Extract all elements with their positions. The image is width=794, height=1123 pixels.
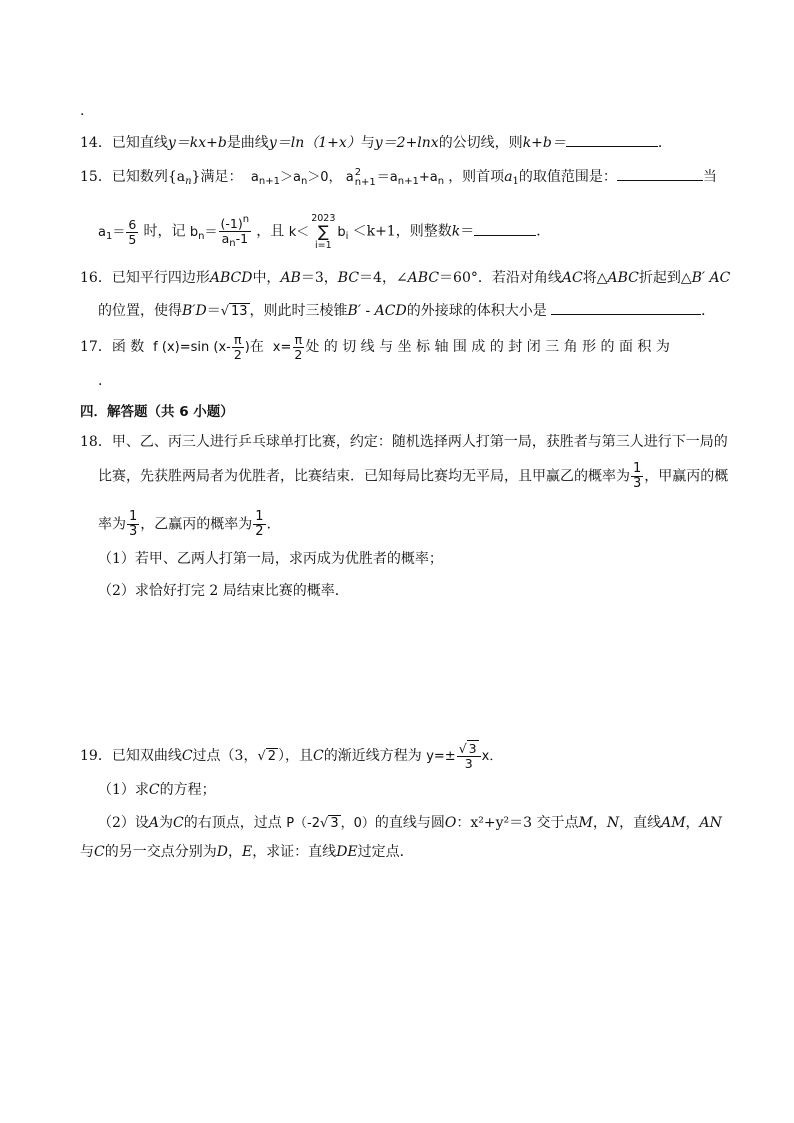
- m: n+1: [397, 176, 419, 187]
- q15-text: ＝: [460, 223, 475, 240]
- fraction: [219, 213, 252, 251]
- m: a: [98, 224, 106, 240]
- t: （2）设: [98, 815, 149, 831]
- m: n+1: [258, 176, 280, 187]
- q15-condition: [250, 166, 448, 188]
- m: k＜: [288, 224, 310, 240]
- m: AM: [661, 815, 686, 831]
- m: 1: [105, 230, 113, 242]
- fraction: [253, 510, 265, 539]
- q14-math: y＝2+lnx: [374, 135, 439, 151]
- m: b: [337, 224, 346, 240]
- m: ＞a: [279, 170, 301, 185]
- m: [355, 168, 376, 188]
- t: 的位置，使得: [98, 303, 182, 319]
- m: ABCD: [209, 270, 253, 286]
- question-19-part-2: [98, 813, 722, 834]
- t: ＝4，∠: [359, 270, 408, 286]
- radicand: 3: [330, 816, 339, 831]
- radicand: 2: [267, 749, 277, 764]
- sqrt: √ 3: [458, 741, 477, 756]
- denominator: 2: [233, 347, 242, 362]
- m: DE: [336, 844, 358, 860]
- t: ），且: [278, 748, 314, 764]
- t: ，: [592, 815, 607, 831]
- m: B′D: [182, 303, 207, 319]
- numerator: π: [294, 332, 303, 347]
- sqrt: √ 13: [220, 304, 248, 319]
- t: ，求证：直线: [252, 844, 337, 860]
- denominator: 3: [464, 756, 473, 771]
- t: 过定点．: [357, 844, 414, 860]
- numerator: π: [234, 332, 242, 347]
- m: a: [250, 170, 259, 185]
- q15-text: ．: [536, 223, 551, 240]
- q15-formula: [288, 213, 353, 251]
- m: i: [345, 230, 349, 242]
- t: ，乙赢丙的概率为: [140, 516, 253, 533]
- question-19-part-1: [98, 780, 216, 800]
- m: y=±: [426, 749, 456, 764]
- t: ＝3，: [300, 270, 338, 286]
- q15-text: ，且: [256, 223, 285, 240]
- fraction: [126, 218, 138, 247]
- m: ABC: [607, 270, 639, 286]
- question-18-cont: [98, 510, 281, 539]
- q14-text: 是曲线: [226, 135, 269, 151]
- fraction: [127, 510, 139, 539]
- m: a: [345, 170, 354, 185]
- m: AC: [561, 270, 583, 286]
- t: 19．已知双曲线: [80, 748, 182, 764]
- q15-sub: 1: [512, 176, 519, 187]
- m: n: [198, 230, 205, 242]
- m: x=: [272, 340, 292, 355]
- q15-text: 的取值范围是：: [518, 169, 617, 185]
- t: 在: [249, 339, 264, 355]
- m: B′ AC: [691, 270, 731, 286]
- denominator: 5: [128, 231, 137, 247]
- q15-text: ＜k+1，则整数: [352, 223, 452, 240]
- numerator: 1: [129, 509, 138, 524]
- section-heading: 四．解答题（共 6 小题）: [80, 404, 234, 420]
- q14-math: y＝kx+b: [167, 135, 227, 151]
- t: ，直线: [619, 815, 662, 831]
- q17-function: [153, 332, 250, 362]
- m: A: [148, 815, 160, 831]
- m: O: [444, 815, 457, 831]
- m: P（-2: [286, 816, 321, 831]
- question-19: [80, 742, 502, 771]
- m: (-1): [220, 216, 243, 231]
- stray-dot: .: [98, 373, 103, 389]
- m: M: [578, 815, 593, 831]
- answer-blank[interactable]: [566, 132, 658, 147]
- q-number: 16．: [80, 270, 112, 286]
- question-14: [80, 132, 672, 153]
- sum-lower: i=1: [314, 240, 332, 251]
- t: 的外接球的体积大小是: [406, 303, 547, 319]
- numerator: 1: [255, 509, 264, 524]
- t: 的另一交点分别为: [104, 844, 217, 860]
- t: 处 的 切 线 与 坐 标 轴 围 成 的 封 闭 三 角 形 的 面 积 为: [305, 339, 670, 355]
- asymptote: [426, 741, 503, 771]
- m: N: [606, 815, 620, 831]
- q15-formula: [98, 216, 143, 247]
- m: C: [94, 844, 105, 860]
- sqrt: √ 3: [320, 816, 339, 831]
- q-number: 17．函 数: [80, 339, 145, 355]
- t: ，: [227, 844, 242, 860]
- answer-blank[interactable]: [474, 221, 536, 236]
- m: C: [173, 815, 184, 831]
- fraction: [631, 462, 643, 491]
- q15-text: 时，记: [143, 223, 186, 240]
- q15-text: }满足：: [191, 169, 243, 185]
- m: ＝a: [376, 170, 398, 185]
- q15-sub: n: [185, 176, 192, 187]
- q14-math: y＝ln（1+x）: [268, 135, 361, 151]
- answer-blank[interactable]: [551, 300, 701, 315]
- q15-math: k: [451, 223, 461, 240]
- answer-blank[interactable]: [617, 166, 703, 181]
- m: n: [242, 214, 250, 225]
- denominator: 2: [294, 347, 303, 362]
- denominator: 3: [633, 476, 642, 491]
- question-18-cont: [98, 462, 728, 491]
- q14-text: 已知直线: [111, 135, 168, 151]
- fraction: [292, 333, 304, 362]
- sqrt: √ 2: [257, 749, 277, 764]
- question-17: [80, 333, 670, 362]
- denominator: 3: [129, 524, 138, 539]
- q15-formula: [189, 214, 256, 249]
- q14-math: k+b＝: [522, 135, 566, 151]
- m: x．: [481, 749, 503, 764]
- t: 的直线与圆: [374, 815, 445, 831]
- numerator: [457, 742, 481, 757]
- t: 为: [159, 815, 174, 831]
- t: ，甲赢丙的概: [644, 468, 729, 485]
- t: 折起到△: [638, 270, 692, 286]
- radicand: 3: [468, 741, 477, 756]
- m: -1: [235, 231, 249, 246]
- point-p: [286, 816, 375, 831]
- question-16-cont: [98, 300, 715, 322]
- m: 2: [354, 166, 362, 178]
- q15-text: 当: [702, 169, 717, 185]
- t: 的右顶点，过点: [183, 815, 282, 831]
- m: C: [148, 782, 160, 798]
- m: ＝: [204, 224, 218, 240]
- m: ): [244, 340, 250, 355]
- question-18-part-1: （1）若甲、乙两人打第一局，求丙成为优胜者的概率；: [98, 551, 443, 567]
- t: 率为: [98, 516, 126, 533]
- q14-text: ．: [657, 135, 672, 151]
- q15-math: a: [504, 169, 513, 185]
- m: ABC: [407, 270, 440, 286]
- m: +a: [418, 170, 438, 185]
- m: n: [300, 176, 308, 187]
- t: 的方程；: [159, 782, 216, 798]
- fraction: [232, 333, 244, 362]
- m: AB: [280, 270, 301, 286]
- m: C: [181, 748, 193, 764]
- m: ＝: [112, 224, 126, 240]
- stray-dot: .: [80, 103, 85, 119]
- m: ＞0，: [307, 170, 342, 185]
- t: 将△: [582, 270, 608, 286]
- t: 的渐近线方程为: [323, 748, 422, 764]
- numerator: [219, 213, 252, 232]
- q14-text: 的公切线，则: [438, 135, 523, 151]
- question-18-part-2: （2）求恰好打完 2 局结束比赛的概率．: [98, 583, 349, 599]
- t: 中，: [252, 270, 281, 286]
- question-15-cont: [98, 213, 550, 251]
- q-number: 14．: [80, 135, 112, 151]
- m: f (x)=sin (x-: [153, 340, 231, 355]
- question-15: [80, 166, 717, 192]
- m: D: [216, 844, 228, 860]
- t: ＝: [206, 303, 221, 319]
- m: b: [189, 224, 199, 240]
- question-18: 18．甲、乙、丙三人进行乒乓球单打比赛，约定：随机选择两人打第一局，获胜者与第三人进行下一局的: [80, 434, 728, 450]
- denominator: 2: [255, 524, 264, 539]
- m: ，0）: [340, 816, 375, 831]
- t: 与: [80, 844, 94, 860]
- radicand: 13: [231, 304, 248, 319]
- t: ．: [266, 516, 281, 533]
- summation: [311, 213, 335, 251]
- t: （1）求: [98, 782, 149, 798]
- m: AN: [699, 815, 722, 831]
- numerator: 1: [633, 461, 642, 476]
- q15-text: 已知数列{a: [111, 169, 186, 185]
- t: ，则此时三棱锥: [249, 303, 348, 319]
- m: n+1: [354, 176, 376, 188]
- q14-text: 与: [360, 135, 375, 151]
- t: ．: [701, 303, 716, 319]
- m: n: [229, 238, 236, 249]
- m: B′ - ACD: [347, 303, 407, 319]
- t: ，: [685, 815, 700, 831]
- m: a: [221, 231, 230, 246]
- t: 已知平行四边形: [111, 270, 210, 286]
- t: ＝60°．若沿对角线: [439, 270, 562, 286]
- sum-upper: 2023: [311, 213, 336, 224]
- q-number: 15．: [80, 169, 112, 185]
- fraction: [457, 742, 481, 771]
- t: 过点（3，: [192, 748, 258, 764]
- m: n: [437, 176, 445, 187]
- numerator: 6: [128, 216, 137, 232]
- t: 比赛，先获胜两局者为优胜者，比赛结束．已知每局比赛均无平局，且甲赢乙的概率为: [98, 468, 630, 485]
- q17-point: [272, 332, 306, 362]
- sigma-icon: ∑: [317, 222, 329, 241]
- m: C: [313, 748, 324, 764]
- q15-text: ，则首项: [448, 169, 505, 185]
- question-19-part-2-cont: [80, 842, 414, 862]
- t: ：x²+y²＝3 交于点: [456, 815, 579, 831]
- question-16: [80, 268, 730, 288]
- m: BC: [337, 270, 360, 286]
- m: E: [241, 844, 253, 860]
- denominator: [220, 232, 250, 251]
